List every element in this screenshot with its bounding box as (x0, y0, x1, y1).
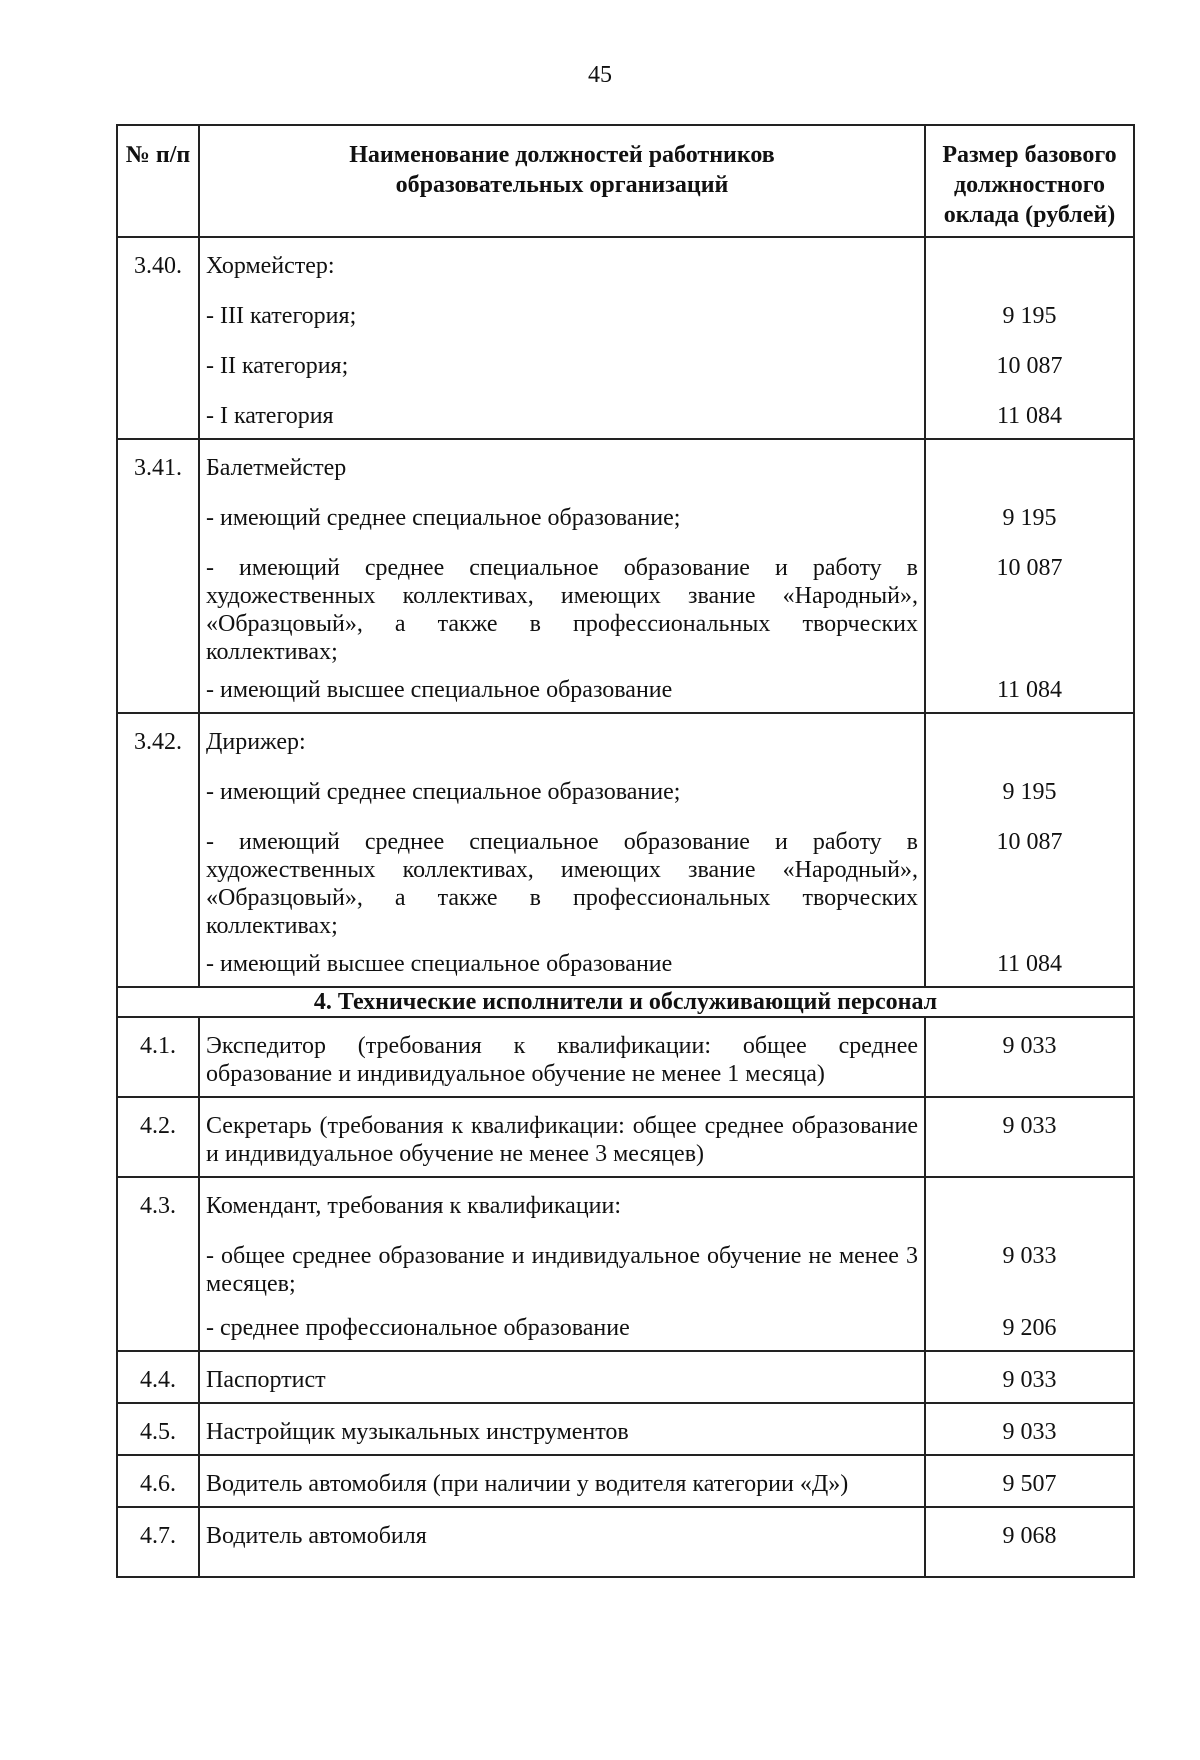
salary-value: 9 195 (1002, 779, 1057, 805)
row-number: 3.42. (117, 713, 199, 987)
salary-value: 9 195 (1002, 303, 1057, 329)
row-title: Комендант, требования к квалификации: (206, 1193, 622, 1219)
table-row (117, 237, 1134, 439)
row-number: 4.1. (117, 1017, 199, 1097)
salary-value: 9 068 (1002, 1523, 1057, 1549)
row-title: Дирижер: (206, 729, 306, 755)
row-item: - общее среднее образование и индивидуальное обучение не менее 3 месяцев; (206, 1243, 918, 1297)
salary-value: 9 195 (1002, 505, 1057, 531)
row-item: - имеющий среднее специальное образование; (206, 505, 681, 531)
row-number: 4.4. (117, 1351, 199, 1403)
table-row (117, 713, 1134, 987)
header-name: Наименование должностей работников образовательных организаций (199, 125, 925, 237)
row-text: Водитель автомобиля (при наличии у водителя категории «Д») (206, 1471, 849, 1497)
row-item: - среднее профессиональное образование (206, 1315, 630, 1341)
salary-value: 10 087 (996, 353, 1063, 379)
row-number: 4.6. (117, 1455, 199, 1507)
row-text: Экспедитор (требования к квалификации: общее среднее образование и индивидуальное обучение не менее 1 месяца) (206, 1033, 918, 1087)
row-text: Паспортист (206, 1367, 326, 1393)
salary-value: 9 033 (1002, 1367, 1057, 1393)
salary-value: 11 084 (996, 951, 1063, 977)
row-number: 4.2. (117, 1097, 199, 1177)
row-number: 4.3. (117, 1177, 199, 1351)
page-number: 45 (588, 62, 612, 88)
salary-value: 9 507 (1002, 1471, 1057, 1497)
row-item: - III категория; (206, 303, 357, 329)
row-number: 4.5. (117, 1403, 199, 1455)
row-title: Хормейстер: (206, 253, 335, 279)
table-row (117, 1455, 1134, 1507)
row-item: - I категория (206, 403, 334, 429)
table-row (117, 439, 1134, 713)
row-item: - имеющий высшее специальное образование (206, 677, 673, 703)
table-row (117, 1351, 1134, 1403)
section-title: 4. Технические исполнители и обслуживающий персонал (117, 987, 1134, 1017)
salary-value: 9 206 (1002, 1315, 1057, 1341)
salary-table (116, 124, 1135, 1578)
salary-value: 9 033 (1002, 1033, 1057, 1059)
salary-value: 11 084 (996, 403, 1063, 429)
row-item: - II категория; (206, 353, 349, 379)
table-header (117, 125, 1134, 237)
salary-value: 9 033 (1002, 1419, 1057, 1445)
row-item: - имеющий среднее специальное образование и работу в художественных коллективах, имеющих звание «Народный», «Образцовый», а также в профессиональных творческих коллективах; (206, 829, 918, 939)
header-salary: Размер базового должностного оклада (рублей) (925, 125, 1134, 237)
row-text: Водитель автомобиля (206, 1523, 427, 1549)
salary-value: 9 033 (1002, 1113, 1057, 1139)
table-row (117, 1017, 1134, 1097)
row-text: Настройщик музыкальных инструментов (206, 1419, 629, 1445)
row-number: 3.41. (117, 439, 199, 713)
row-item: - имеющий высшее специальное образование (206, 951, 673, 977)
salary-value: 10 087 (996, 829, 1063, 855)
section-header (117, 987, 1134, 1017)
row-number: 3.40. (117, 237, 199, 439)
row-item: - имеющий среднее специальное образование и работу в художественных коллективах, имеющих звание «Народный», «Образцовый», а также в профессиональных творческих коллективах; (206, 555, 918, 665)
salary-value: 10 087 (996, 555, 1063, 581)
header-num: № п/п (117, 125, 199, 237)
row-text: Секретарь (требования к квалификации: общее среднее образование и индивидуальное обучение не менее 3 месяцев) (206, 1113, 918, 1167)
row-item: - имеющий среднее специальное образование; (206, 779, 681, 805)
table-row (117, 1097, 1134, 1177)
table-row (117, 1507, 1134, 1577)
row-number: 4.7. (117, 1507, 199, 1577)
table-row (117, 1177, 1134, 1351)
salary-value: 11 084 (996, 677, 1063, 703)
row-title: Балетмейстер (206, 455, 347, 481)
salary-value: 9 033 (1002, 1243, 1057, 1269)
table-row (117, 1403, 1134, 1455)
